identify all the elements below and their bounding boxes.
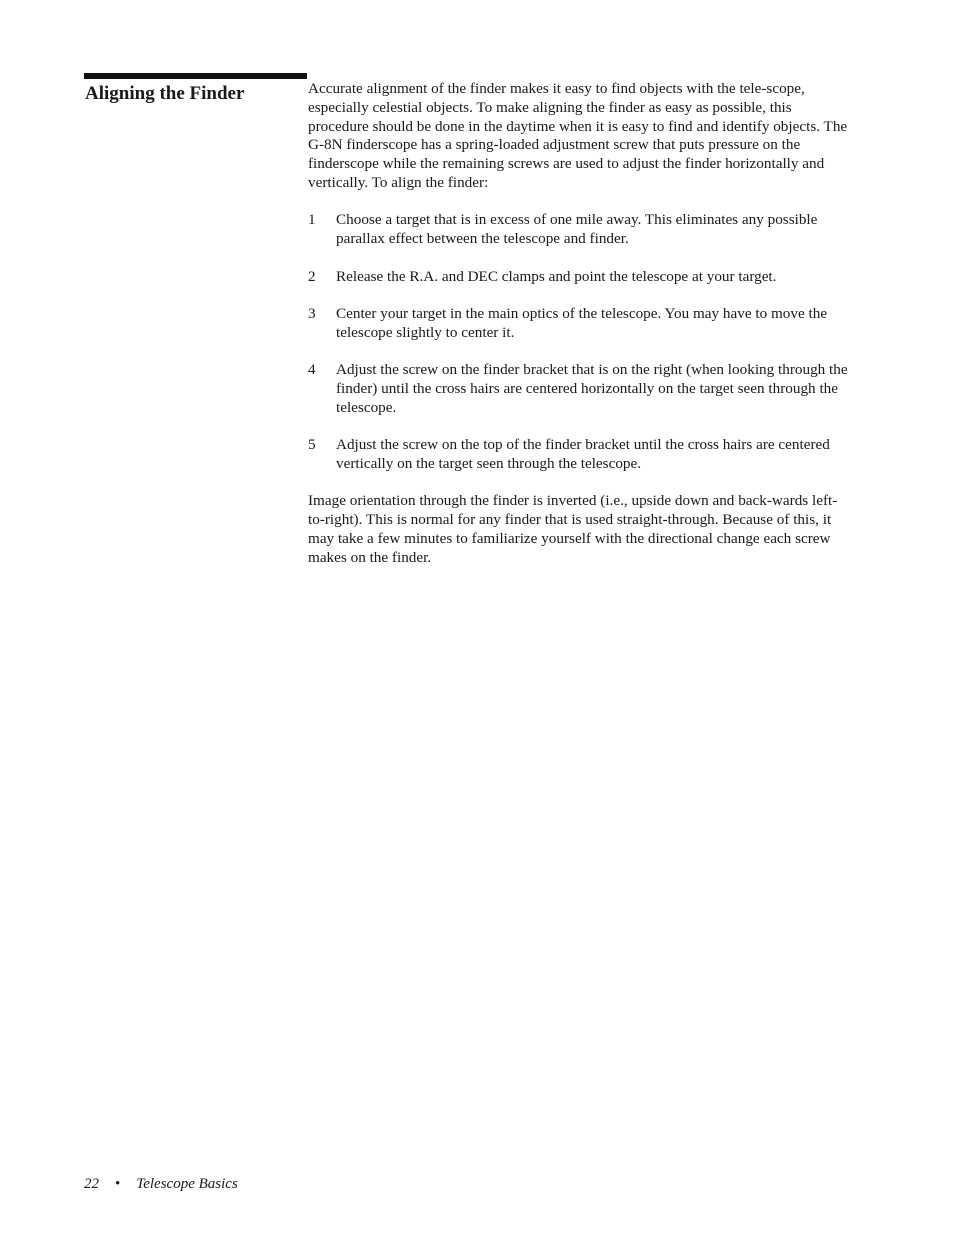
body-column (308, 80, 848, 568)
closing-paragraph: Image orientation through the finder is inverted (i.e., upside down and back-wards left-to-right). This is normal for any finder that is used straight-through. Because of this, it may take a few minutes to familiarize yourself with the directional change each screw makes on the finder. (308, 492, 838, 566)
step-item (308, 436, 848, 474)
step-item (308, 305, 848, 343)
step-text: Choose a target that is in excess of one mile away. This eliminates any possible parallax effect between the telescope and finder. (336, 211, 818, 248)
footer-section-title: Telescope Basics (136, 1176, 238, 1192)
intro-paragraph: Accurate alignment of the finder makes it easy to find objects with the tele-scope, especially celestial objects. To make aligning the finder as easy as possible, this procedure should be done in the daytime when it is easy to find and identify objects. The G-8N finderscope has a spring-loaded adjustment screw that puts pressure on the finderscope while the remaining screws are used to adjust the finder horizontally and vertically. To align the finder: (308, 80, 848, 191)
page-footer (84, 1174, 238, 1194)
section-heading: Aligning the Finder (85, 83, 245, 104)
step-number: 3 (308, 304, 316, 322)
step-number: 2 (308, 267, 316, 285)
alignment-steps (308, 211, 848, 473)
step-item (308, 361, 848, 417)
step-item (308, 268, 848, 287)
step-number: 1 (308, 211, 316, 229)
page-number: 22 (84, 1176, 99, 1192)
step-text: Adjust the screw on the finder bracket that is on the right (when looking through the finder) until the cross hairs are centered horizontally on the target seen through the telescope. (336, 361, 848, 416)
step-number: 4 (308, 361, 316, 379)
footer-bullet: • (115, 1176, 121, 1192)
step-item (308, 211, 848, 249)
heading-rule (84, 73, 307, 79)
step-text: Adjust the screw on the top of the finder bracket until the cross hairs are centered vertically on the target seen through the telescope. (336, 436, 830, 472)
step-text: Release the R.A. and DEC clamps and point the telescope at your target. (336, 267, 777, 285)
step-text: Center your target in the main optics of the telescope. You may have to move the telescope slightly to center it. (336, 304, 828, 341)
step-number: 5 (308, 436, 316, 454)
